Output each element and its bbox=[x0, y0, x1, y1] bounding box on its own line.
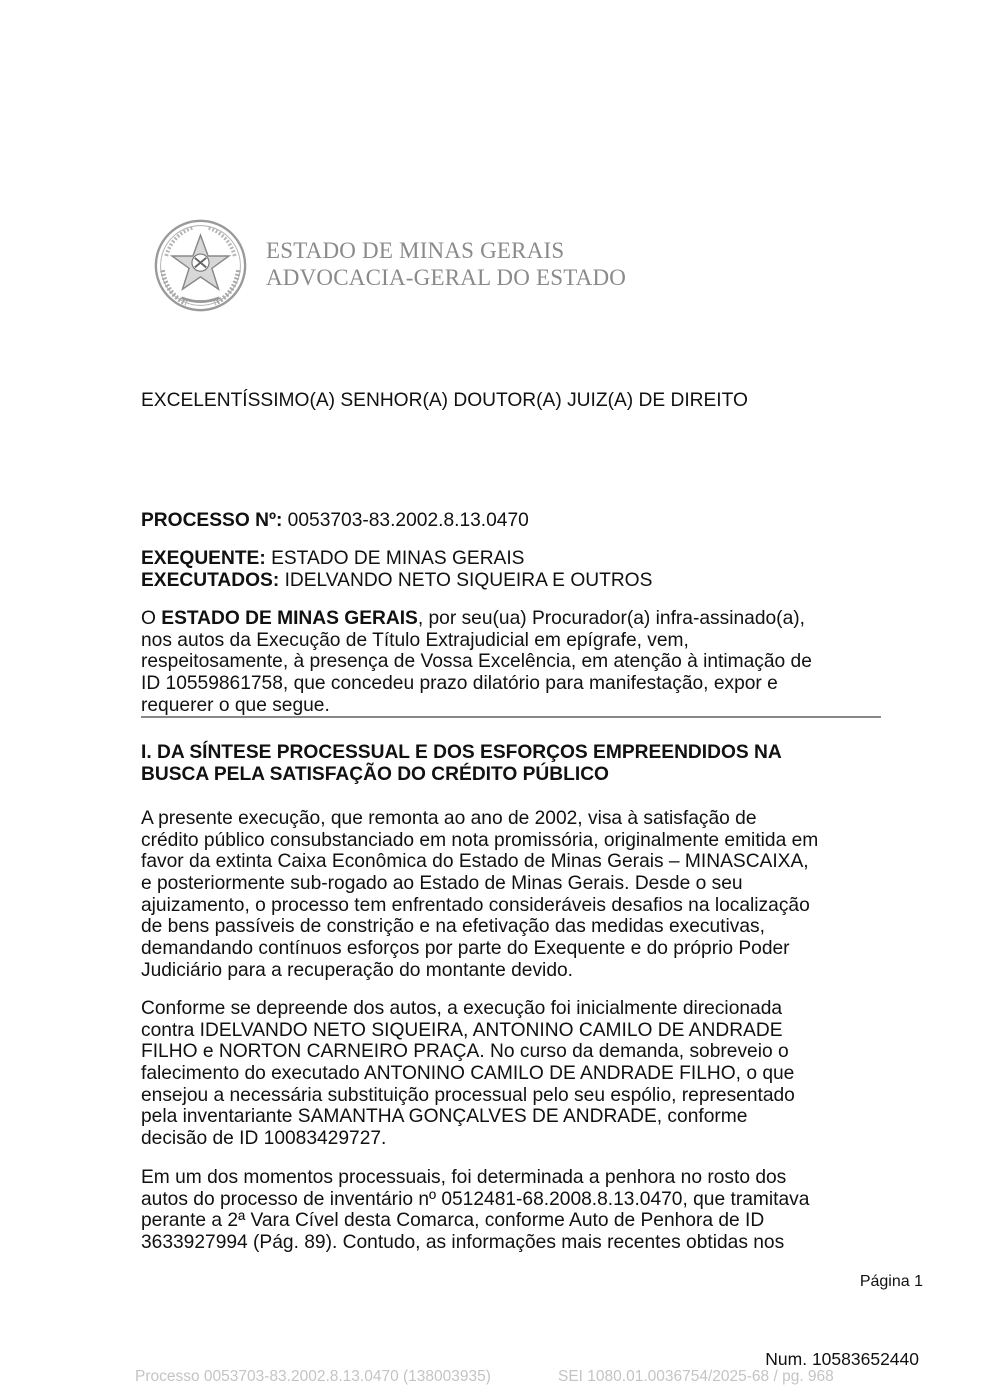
paragraph-line: de bens passíveis de constrição e na efetivação das medidas executivas, bbox=[141, 916, 765, 938]
page-number: Página 1 bbox=[859, 1273, 923, 1290]
paragraph-1 bbox=[141, 808, 891, 982]
intro-line bbox=[141, 608, 891, 630]
paragraph-line: favor da extinta Caixa Econômica do Estado de Minas Gerais – MINASCAIXA, bbox=[141, 851, 809, 873]
paragraph-line: crédito público consubstanciado em nota promissória, originalmente emitida em bbox=[141, 829, 819, 851]
intro-paragraph bbox=[141, 608, 891, 716]
paragraph-line: decisão de ID 10083429727. bbox=[141, 1128, 387, 1150]
section-heading-line: BUSCA PELA SATISFAÇÃO DO CRÉDITO PÚBLICO bbox=[141, 763, 609, 785]
paragraph-line: A presente execução, que remonta ao ano de 2002, visa à satisfação de bbox=[141, 808, 757, 829]
intro-line: ID 10559861758, que concedeu prazo dilatório para manifestação, expor e bbox=[141, 673, 778, 695]
paragraph-line: FILHO e NORTON CARNEIRO PRAÇA. No curso da demanda, sobreveio o bbox=[141, 1041, 789, 1063]
case-number-label: PROCESSO Nº: bbox=[141, 510, 283, 531]
paragraph-line: e posteriormente sub-rogado ao Estado de Minas Gerais. Desde o seu bbox=[141, 873, 743, 895]
footer-sei-reference: SEI 1080.01.0036754/2025-68 / pg. 968 bbox=[558, 1368, 834, 1385]
intro-line: respeitosamente, à presença de Vossa Excelência, em atenção à intimação de bbox=[141, 651, 812, 673]
section-heading bbox=[141, 742, 891, 785]
state-seal-icon bbox=[153, 218, 248, 313]
intro-party-name: ESTADO DE MINAS GERAIS bbox=[161, 608, 418, 629]
document-number: Num. 10583652440 bbox=[765, 1349, 919, 1369]
intro-line: nos autos da Execução de Título Extrajudicial em epígrafe, vem, bbox=[141, 629, 689, 651]
paragraph-line: autos do processo de inventário nº 0512481-68.2008.8.13.0470, que tramitava bbox=[141, 1188, 810, 1210]
paragraph-line: Conforme se depreende dos autos, a execução foi inicialmente direcionada bbox=[141, 998, 783, 1019]
intro-line-rest: , por seu(ua) Procurador(a) infra-assinado(a), bbox=[417, 608, 805, 629]
paragraph-line: Em um dos momentos processuais, foi determinada a penhora no rosto dos bbox=[141, 1167, 787, 1188]
case-number-value: 0053703-83.2002.8.13.0470 bbox=[282, 510, 529, 531]
paragraph-line: ajuizamento, o processo tem enfrentado consideráveis desafios na localização bbox=[141, 894, 810, 916]
paragraph-line: falecimento do executado ANTONINO CAMILO DE ANDRADE FILHO, o que bbox=[141, 1063, 795, 1085]
intro-prefix: O bbox=[141, 608, 162, 629]
defendants bbox=[141, 570, 891, 592]
horizontal-rule bbox=[141, 716, 881, 718]
paragraph-line: pela inventariante SAMANTHA GONÇALVES DE ANDRADE, conforme bbox=[141, 1106, 748, 1128]
plaintiff-value: ESTADO DE MINAS GERAIS bbox=[265, 548, 525, 569]
intro-line: requerer o que segue. bbox=[141, 694, 330, 716]
paragraph-3 bbox=[141, 1167, 891, 1254]
paragraph-line: perante a 2ª Vara Cível desta Comarca, conforme Auto de Penhora de ID bbox=[141, 1210, 765, 1232]
defendants-value: IDELVANDO NETO SIQUEIRA E OUTROS bbox=[279, 570, 653, 591]
letterhead-agency-name: ADVOCACIA-GERAL DO ESTADO bbox=[266, 265, 627, 290]
defendants-label: EXECUTADOS: bbox=[141, 570, 280, 591]
case-number bbox=[141, 510, 891, 532]
plaintiff bbox=[141, 548, 891, 570]
paragraph-2 bbox=[141, 998, 891, 1150]
letterhead-state-name: ESTADO DE MINAS GERAIS bbox=[266, 238, 565, 263]
section-heading-line: I. DA SÍNTESE PROCESSUAL E DOS ESFORÇOS EMPREENDIDOS NA bbox=[141, 742, 782, 763]
paragraph-line: demandando contínuos esforços por parte do Exequente e do próprio Poder bbox=[141, 938, 790, 960]
paragraph-line: Judiciário para a recuperação do montante devido. bbox=[141, 959, 573, 981]
judge-address: EXCELENTÍSSIMO(A) SENHOR(A) DOUTOR(A) JUIZ(A) DE DIREITO bbox=[141, 390, 748, 411]
footer-process-reference: Processo 0053703-83.2002.8.13.0470 (138003935) bbox=[135, 1368, 491, 1385]
paragraph-line: ensejou a necessária substituição processual pelo seu espólio, representado bbox=[141, 1084, 795, 1106]
paragraph-line: 3633927994 (Pág. 89). Contudo, as informações mais recentes obtidas nos bbox=[141, 1232, 785, 1254]
plaintiff-label: EXEQUENTE: bbox=[141, 548, 266, 569]
paragraph-line: contra IDELVANDO NETO SIQUEIRA, ANTONINO CAMILO DE ANDRADE bbox=[141, 1019, 783, 1041]
